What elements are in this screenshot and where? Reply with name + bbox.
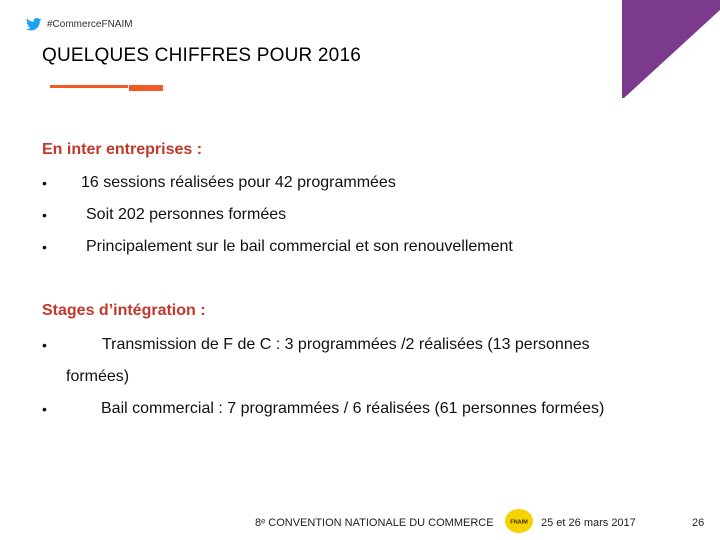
page-title: QUELQUES CHIFFRES POUR 2016 [42,45,361,66]
list-item-continuation: formées) [66,368,130,385]
page-number: 26 [692,517,705,529]
bullet: • [42,337,47,353]
section-heading-stages-integration: Stages d’intégration : [42,302,206,319]
list-item-line: Transmission de F de C : 3 programmées /2 réalisées (13 personnes [102,336,590,353]
footer-date: 25 et 26 mars 2017 [541,517,636,529]
title-underline-accent [129,85,163,91]
section-heading-inter-entreprises: En inter entreprises : [42,141,203,158]
fnaim-logo [504,508,534,534]
list-item: 16 sessions réalisées pour 42 programmées [81,174,396,191]
title-underline [50,85,128,88]
bullet: • [42,239,47,255]
list-item: Bail commercial : 7 programmées / 6 réalisées (61 personnes formées) [101,400,605,417]
logo-text: FNAIM [510,519,528,526]
bullet: • [42,207,47,223]
bullet: • [42,401,47,417]
corner-decoration [622,0,720,98]
list-item: Principalement sur le bail commercial et son renouvellement [86,238,513,255]
twitter-bird-icon [26,18,42,31]
list-item: Soit 202 personnes formées [86,206,287,223]
hashtag: #CommerceFNAIM [47,19,133,30]
footer-event: 8ᵉ CONVENTION NATIONALE DU COMMERCE [255,517,494,529]
bullet: • [42,175,47,191]
